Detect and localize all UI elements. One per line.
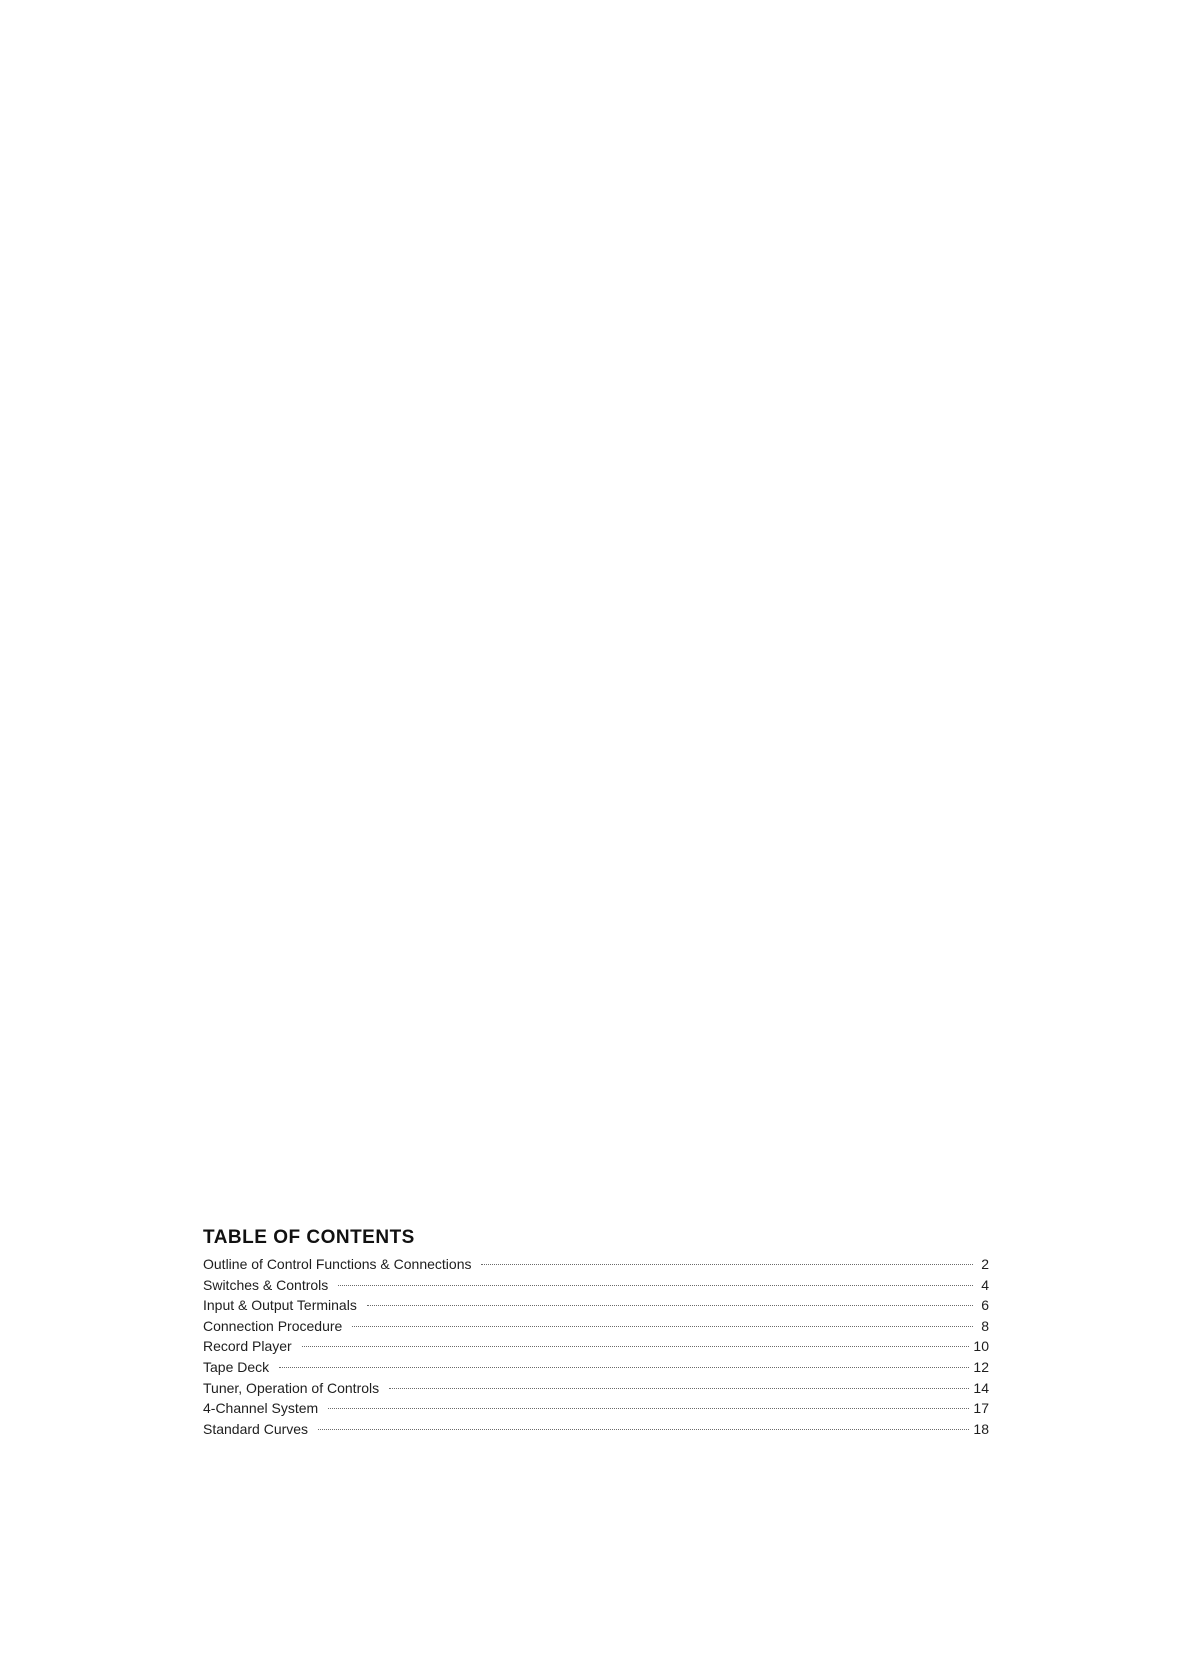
toc-entry-page: 17: [973, 1400, 989, 1417]
toc-dot-leader: [318, 1429, 969, 1430]
toc-entry-label: Tape Deck: [203, 1358, 270, 1375]
toc-dot-leader: [279, 1367, 969, 1368]
toc-dot-leader: [367, 1305, 973, 1306]
toc-list: [203, 1254, 989, 1439]
toc-entry-label: Connection Procedure: [203, 1317, 343, 1334]
toc-entry-label: Input & Output Terminals: [203, 1297, 357, 1314]
toc-entry: [203, 1419, 989, 1440]
toc-dot-leader: [338, 1285, 973, 1286]
toc-entry-label: Record Player: [203, 1338, 292, 1355]
toc-entry: [203, 1254, 989, 1275]
toc-entry: [203, 1357, 989, 1378]
toc-entry-page: 18: [973, 1420, 989, 1437]
toc-entry: [203, 1336, 989, 1357]
toc-entry-page: 10: [973, 1338, 989, 1355]
toc-entry-page: 12: [973, 1358, 989, 1375]
toc-entry-page: 8: [981, 1317, 989, 1334]
toc-dot-leader: [389, 1388, 969, 1389]
toc-entry-label: Tuner, Operation of Controls: [203, 1379, 380, 1396]
toc-entry: [203, 1398, 989, 1419]
toc-entry-page: 14: [973, 1379, 989, 1396]
toc-entry-page: 2: [981, 1256, 989, 1272]
toc-dot-leader: [352, 1326, 973, 1327]
toc-entry-label: Standard Curves: [203, 1420, 309, 1437]
toc-dot-leader: [302, 1346, 970, 1347]
toc-entry-label: Outline of Control Functions & Connections: [203, 1256, 472, 1272]
toc-entry-page: 4: [981, 1276, 989, 1293]
toc-entry-page: 6: [981, 1297, 989, 1314]
toc-entry: [203, 1378, 989, 1399]
toc-entry-label: 4-Channel System: [203, 1400, 319, 1417]
toc-dot-leader: [481, 1264, 973, 1265]
toc-entry-label: Switches & Controls: [203, 1276, 329, 1293]
toc-entry: [203, 1275, 989, 1296]
table-of-contents: [203, 1226, 989, 1439]
toc-entry: [203, 1295, 989, 1316]
toc-dot-leader: [328, 1408, 969, 1409]
toc-title: TABLE OF CONTENTS: [203, 1227, 415, 1248]
toc-entry: [203, 1316, 989, 1337]
